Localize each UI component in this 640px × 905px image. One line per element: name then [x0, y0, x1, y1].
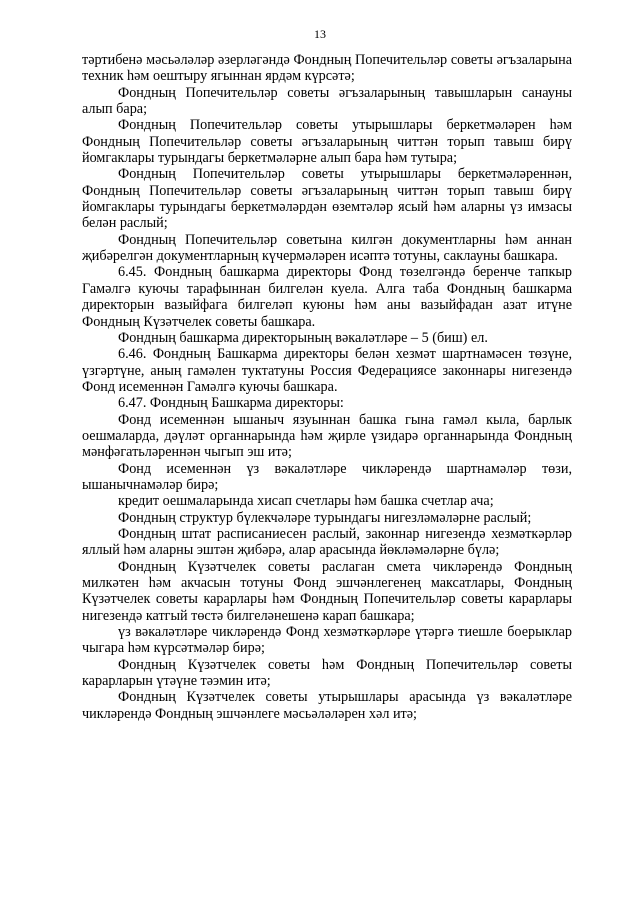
- paragraph: Фондның Попечительләр советы утырышлары беркетмәләреннән, Фондның Попечительләр советы әгъзаларының читтән торып тавыш бирү йомгаклары турындагы беркетмәләрдән өземтәләр ясый һәм аларны үз имзасы белән раслый;: [82, 166, 572, 232]
- paragraph: үз вәкаләтләре чикләрендә Фонд хезмәткәрләре үтәргә тиешле боерыклар чыгара һәм күрсәтмәләр бирә;: [82, 624, 572, 657]
- paragraph: Фондның штат расписаниесен раслый, законнар нигезендә хезмәткәрләр яллый һәм аларны эштән җибәрә, алар арасында йөкләмәләрне бүлә;: [82, 525, 572, 559]
- paragraph: Фондның структур бүлекчәләре турындагы нигезләмәләрне раслый;: [118, 509, 532, 526]
- paragraph: 6.47. Фондның Башкарма директоры:: [118, 395, 344, 412]
- paragraph: Фондның Попечительләр советы әгъзаларының тавышларын санауны алып бара;: [82, 84, 572, 118]
- paragraph: Фондның Попечительләр советы утырышлары беркетмәләрен һәм Фондның Попечительләр советы әгъзаларының читтән торып тавыш бирү йомгаклары турындагы беркетмәләрне алып бара һәм тутыра;: [82, 117, 572, 167]
- paragraph: Фондның Попечительләр советына килгән документларны һәм аннан җибәрелгән документларның күчермәләрен исәптә тотуны, саклауны башкара.: [82, 231, 572, 265]
- paragraph: Фонд исеменнән үз вәкаләтләре чикләрендә шартнамәләр төзи, ышанычнамәләр бирә;: [82, 460, 572, 493]
- document-body: [82, 52, 572, 722]
- paragraph: тәртибенә мәсьәләләр әзерләгәндә Фондның Попечительләр советы әгъзаларына техник һәм оештыру ягыннан ярдәм күрсәтә;: [82, 52, 572, 85]
- paragraph: Фонд исеменнән ышаныч язуыннан башка гына гамәл кыла, барлык оешмаларда, дәүләт органнарында һәм җирле үзидарә органнарында Фондның мәнфәгатьләреннән чыгып эш итә;: [82, 411, 572, 461]
- paragraph: Фондның Күзәтчелек советы утырышлары арасында үз вәкаләтләре чикләрендә Фондның эшчәнлеге мәсьәләләрен хәл итә;: [82, 689, 572, 722]
- paragraph: Фондның Күзәтчелек советы раслаган смета чикләрендә Фондның милкәтен һәм акчасын тотуны Фонд эшчәнлегенең максатлары, Фондның Күзәтчелек советы карарлары һәм Фондның Попечительләр советы карарлары нигезендә катгый төстә билгеләнешенә карап башкара;: [82, 558, 572, 624]
- paragraph: Фондның Күзәтчелек советы һәм Фондның Попечительләр советы карарларын үтәүне тәэмин итә;: [82, 656, 572, 690]
- paragraph: 6.46. Фондның Башкарма директоры белән хезмәт шартнамәсен төзүне, үзгәртүне, аның гамәлен туктатуны Россия Федерациясе законнары нигезендә Фонд исеменнән Гамәлгә куючы башкара.: [82, 346, 572, 395]
- paragraph: кредит оешмаларында хисап счетлары һәм башка счетлар ача;: [118, 493, 494, 510]
- paragraph: Фондның башкарма директорының вәкаләтләре – 5 (биш) ел.: [118, 329, 488, 346]
- paragraph: 6.45. Фондның башкарма директоры Фонд төзелгәндә беренче тапкыр Гамәлгә куючы тарафыннан билгелән куела. Алга таба Фондның башкарма директорын вазыйфага билгеләп куюны һәм аны вазыйфадан азат итүне Фондның Күзәтчелек советы башкара.: [82, 264, 572, 330]
- page-number: 13: [314, 27, 326, 41]
